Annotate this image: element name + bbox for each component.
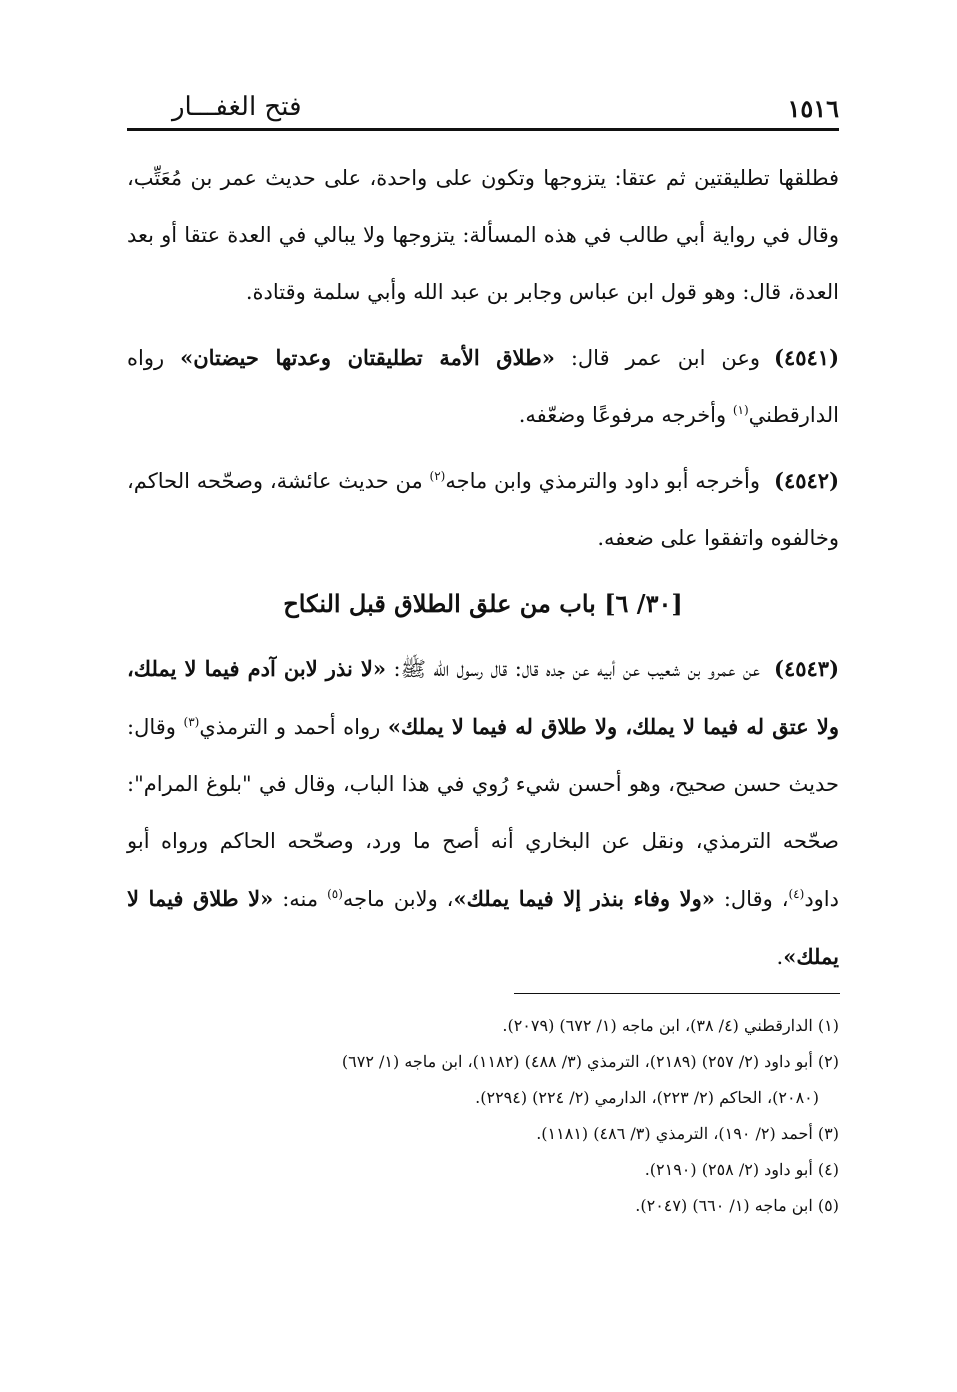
footnote-5: (٥) ابن ماجه (١/ ٦٦٠) (٢٠٤٧). [635, 1196, 839, 1215]
hadith-number: (٤٥٤١) [774, 345, 839, 370]
hadith-quote: «لا طلاق فيما لا يملك» [127, 886, 839, 969]
page-header [127, 88, 839, 131]
hadith-quote: «لا نذر لابن آدم فيما لا يملك، ولا عتق له فيما لا يملك، ولا طلاق له فيما لا يملك» [127, 656, 840, 739]
hadith-quote: «طلاق الأمة تطليقتان وعدتها حيضتان» [180, 345, 555, 370]
paragraph-text: فطلقها تطليقتين ثم عتقا: يتزوجها وتكون على واحدة، على حديث عمر بن مُعَتِّب، وقال في رواية أبي طالب في هذه المسألة: يتزوجها ولا يبالي في العدة عتقا أو بعد العدة، قال: وهو قول ابن عباس وجابر بن عبد الله وأبي سلمة وقتادة. [127, 166, 839, 304]
hadith-quote: «ولا وفاء بنذر إلا فيما يملك» [453, 886, 715, 911]
hadith-text: عن عمرو بن شعيب عن أبيه عن جده قال: قال رسول الله ﷺ: [386, 657, 761, 681]
footnote-ref: (١) [732, 403, 749, 417]
hadith-text: وعن ابن عمر قال: [554, 346, 760, 370]
hadith-4543 [127, 640, 839, 986]
hadith-4541 [127, 329, 839, 444]
footnote-ref: (٣) [183, 715, 200, 729]
footnote-2: (٢) أبو داود (٢/ ٢٥٧) (٢١٨٩)، الترمذي (٣/ ٤٨٨) (١١٨٢)، ابن ماجه (١/ ٦٧٢) [341, 1052, 839, 1071]
hadith-text: رواه الدارقطني [127, 346, 839, 427]
main-text [127, 150, 839, 994]
hadith-text: ، وقال: [714, 887, 789, 911]
footnote-2-continued: (٢٠٨٠)، الحاكم (٢/ ٢٢٣)، الدارمي (٢/ ٢٢٤) (٢٢٩٤). [475, 1088, 819, 1107]
hadith-text: ، ولابن ماجه [342, 887, 454, 911]
paragraph-1 [127, 150, 839, 321]
hadith-text: منه: [273, 887, 328, 911]
page-number: ١٥١٦ [787, 94, 839, 123]
book-title: فتح الغفـــار [172, 92, 302, 122]
footnote-ref: (٢) [429, 469, 446, 483]
footnote-1: (١) الدارقطني (٤/ ٣٨)، ابن ماجه (١/ ٦٧٢) (٢٠٧٩). [502, 1016, 839, 1035]
hadith-number: (٤٥٤٢) [774, 468, 839, 493]
hadith-text: رواه أحمد و الترمذي [199, 715, 388, 739]
hadith-text: من حديث عائشة، وصحّحه الحاكم، وخالفوه واتفقوا على ضعفه. [127, 469, 839, 550]
hadith-text: وقال: حديث حسن صحيح، وهو أحسن شيء رُوي في هذا الباب، وقال في "بلوغ المرام": صحّحه الترمذي، ونقل عن البخاري أنه أصح ما ورد، وصحّحه الحاكم ورواه أبو داود [127, 715, 839, 911]
footnote-ref: (٥) [327, 887, 343, 901]
hadith-text: . [776, 945, 784, 969]
section-heading: [٣٠/ ٦] باب من علق الطلاق قبل النكاح [283, 589, 683, 618]
footnotes [127, 1008, 839, 1224]
footnote-separator [514, 993, 840, 994]
hadith-text: وأخرجه أبو داود والترمذي وابن ماجه [445, 469, 760, 493]
footnote-3: (٣) أحمد (٢/ ١٩٠)، الترمذي (٣/ ٤٨٦) (١١٨١). [536, 1124, 839, 1143]
footnote-ref: (٤) [788, 887, 805, 901]
hadith-number: (٤٥٤٣) [774, 656, 840, 681]
hadith-text: وأخرجه مرفوعًا وضعّفه. [518, 403, 733, 427]
hadith-4542 [127, 452, 839, 567]
footnote-4: (٤) أبو داود (٢/ ٢٥٨) (٢١٩٠). [644, 1160, 839, 1179]
